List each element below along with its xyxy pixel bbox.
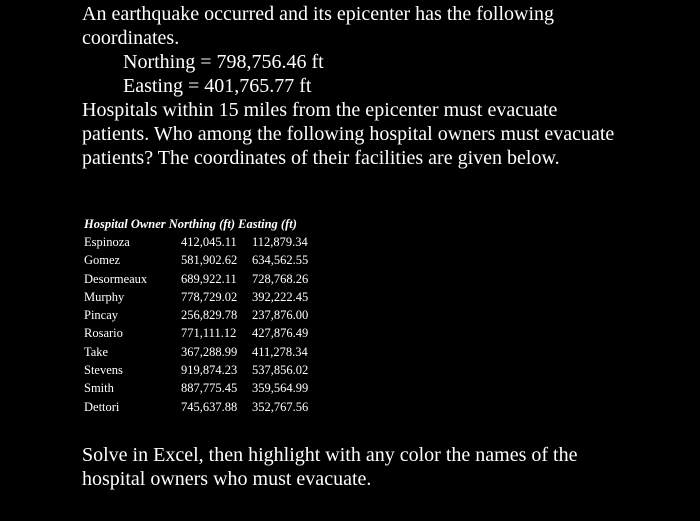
easting-value: 359,564.99 (252, 381, 309, 396)
northing-value: 919,874.23 (181, 363, 238, 378)
northing-value: 689,922.11 (181, 271, 237, 286)
northing-value: 887,775.45 (181, 381, 238, 396)
easting-value: 112,879.34 (252, 235, 308, 249)
easting-value: 537,856.02 (252, 363, 309, 378)
northing-value: 581,902.62 (181, 253, 238, 268)
instruction-text: Solve in Excel, then highlight with any color the names of the hospital owners who must evacuate. (82, 444, 578, 490)
northing-value: 367,288.99 (181, 344, 238, 359)
owner-name: Desormeaux (84, 271, 148, 286)
table-row (84, 288, 309, 306)
northing-value: 778,729.02 (181, 289, 238, 304)
table-header: Hospital Owner Northing (ft) Easting (ft) (84, 217, 297, 231)
owner-name: Stevens (84, 363, 123, 378)
owner-name: Gomez (84, 253, 121, 268)
table-row (84, 343, 308, 361)
table-row (84, 379, 309, 397)
table-row (84, 398, 309, 416)
owner-name: Take (84, 344, 109, 359)
owner-name: Pincay (84, 308, 119, 323)
easting-value: 427,876.49 (252, 326, 309, 341)
table-row (84, 324, 309, 342)
owner-name: Smith (84, 381, 114, 396)
northing-value: 745,637.88 (181, 399, 238, 414)
owner-name: Murphy (84, 289, 125, 304)
table-row (84, 270, 309, 288)
hospital-table (84, 215, 309, 416)
easting-value: 352,767.56 (252, 399, 309, 414)
northing-value: 412,045.11 (181, 235, 237, 249)
table-row (84, 306, 309, 324)
owner-name: Dettori (84, 399, 120, 414)
epicenter-easting: Easting = 401,765.77 ft (123, 75, 312, 97)
owner-name: Rosario (84, 326, 123, 341)
intro-text: An earthquake occurred and its epicenter has the following coordinates. (82, 3, 555, 49)
owner-name: Espinoza (84, 235, 130, 249)
table-row (84, 361, 309, 379)
northing-value: 256,829.78 (181, 308, 238, 323)
easting-value: 728,768.26 (252, 271, 309, 286)
easting-value: 237,876.00 (252, 308, 309, 323)
epicenter-northing: Northing = 798,756.46 ft (123, 51, 324, 73)
table-row (84, 233, 308, 251)
table-row (84, 251, 309, 269)
easting-value: 392,222.45 (252, 289, 309, 304)
question-text: Hospitals within 15 miles from the epicenter must evacuate patients. Who among the following hospital owners must evacuate patients? The coordinates of their facilities are given below. (82, 99, 615, 169)
northing-value: 771,111.12 (181, 326, 237, 341)
easting-value: 634,562.55 (252, 253, 309, 268)
easting-value: 411,278.34 (252, 344, 308, 359)
